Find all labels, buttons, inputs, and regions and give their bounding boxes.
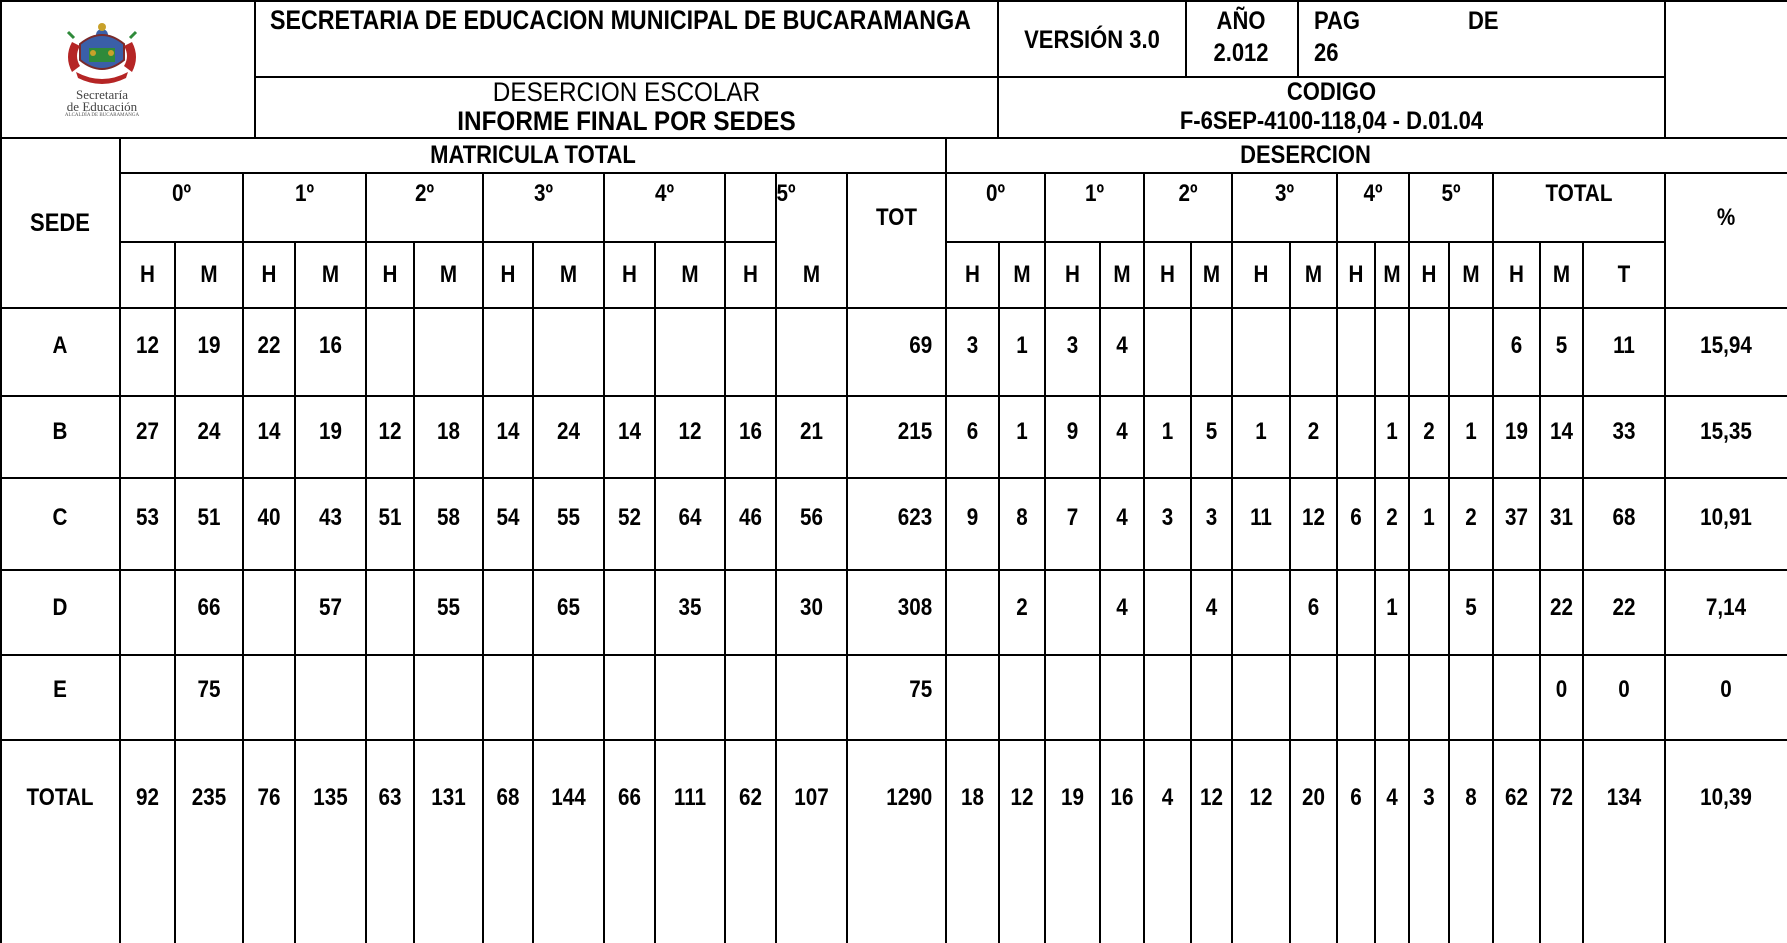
data-cell [1236,672,1286,708]
data-cell [660,328,720,364]
data-cell: 135 [313,784,348,812]
data-cell [729,590,773,626]
data-cell: 56 [800,504,823,532]
matricula-grade-4: 4º [654,179,675,207]
pct-header: % [1716,203,1736,231]
data-cell: 8 [1465,784,1477,812]
data-cell: 43 [319,504,342,532]
data-cell: 107 [794,784,829,812]
data-cell [781,672,842,708]
data-cell [1452,672,1490,708]
data-cell: 14 [257,418,281,446]
data-cell [1377,328,1406,364]
sub-header-h: H [622,261,637,289]
data-cell [1147,672,1187,708]
data-cell [419,328,478,364]
sede-cell: A [52,332,68,360]
sub-header-m: M [200,261,218,289]
data-cell: 1 [1465,418,1477,446]
data-cell: 51 [378,504,402,532]
logo-text-3: ALCALDÍA DE BUCARAMANGA [64,113,140,119]
data-cell: 57 [319,594,342,622]
data-cell: 1 [1161,418,1174,446]
tot-header: TOT [876,203,917,231]
tot-cell: 623 [897,504,933,532]
data-cell [1340,590,1373,626]
data-cell: 8 [1016,504,1028,532]
data-cell: 235 [191,784,227,812]
data-cell: 35 [678,594,702,622]
sub-header-h: H [1509,261,1524,289]
data-cell: 40 [257,504,281,532]
data-cell: 2 [1307,418,1320,446]
sub-header-h: H [743,261,758,289]
desercion-grade-0: 0º [985,179,1006,207]
data-cell: 27 [136,418,159,446]
data-cell [1496,672,1536,708]
data-cell: 19 [319,418,342,446]
data-cell: 2 [1423,418,1435,446]
data-cell: 134 [1606,784,1642,812]
sub-header-h: H [382,261,398,289]
data-cell: 75 [197,676,221,704]
data-cell: 5 [1205,418,1218,446]
data-cell: 1 [1016,332,1028,360]
data-cell: 9 [1066,418,1079,446]
data-cell: 20 [1302,784,1325,812]
sub-header-t: T [1617,261,1631,289]
data-cell: 6 [1350,504,1362,532]
sub-header-h: H [1348,261,1364,289]
pct-cell: 15,35 [1700,418,1752,446]
data-cell [1412,672,1446,708]
desercion-header: DESERCION [1240,140,1371,169]
logo-text-2: de Educación [66,98,138,114]
data-cell [1293,328,1333,364]
data-cell: 131 [431,784,466,812]
data-cell: 7 [1066,504,1079,532]
data-cell: 66 [197,594,221,622]
data-cell: 68 [1612,504,1636,532]
data-cell: 11 [1613,332,1635,360]
sub-header-h: H [965,261,980,289]
data-cell [1147,328,1187,364]
sub-header-m: M [321,261,340,289]
data-cell: 12 [136,332,159,360]
data-cell [608,590,652,626]
data-cell [1452,328,1490,364]
sub-header-h: H [1065,261,1080,289]
de-label: DE [1468,6,1499,35]
pct-cell: 15,94 [1700,332,1752,360]
logo [2,2,252,136]
desercion-grade-5: 5º [1441,179,1461,207]
tot-cell: 308 [897,594,933,622]
codigo-label: CODIGO [1286,77,1377,106]
ano-label: AÑO [1216,6,1266,35]
data-cell: 12 [378,418,402,446]
data-cell: 65 [557,594,580,622]
codigo-value: F-6SEP-4100-118,04 - D.01.04 [1179,106,1484,135]
data-cell: 6 [1307,594,1320,622]
data-cell: 16 [319,332,342,360]
data-cell: 144 [551,784,586,812]
data-cell: 55 [437,594,460,622]
data-cell [369,328,410,364]
data-cell [1496,590,1536,626]
data-cell [538,328,599,364]
desercion-grade-4: 4º [1363,179,1383,207]
data-cell: 62 [1505,784,1528,812]
data-cell [247,590,292,626]
data-cell [1049,590,1096,626]
sede-cell: D [52,594,68,622]
data-cell [1002,672,1042,708]
data-cell: 3 [1205,504,1218,532]
sub-header-h: H [500,261,516,289]
sede-cell: E [53,676,67,704]
data-cell [1236,328,1286,364]
data-cell: 4 [1161,784,1174,812]
data-cell [1147,590,1187,626]
sub-header-h: H [1421,261,1437,289]
desercion-grade-1: 1º [1084,179,1105,207]
report-subtitle-2: INFORME FINAL POR SEDES [457,105,796,136]
ano-value: 2.012 [1213,38,1269,67]
version-label: VERSIÓN 3.0 [1024,25,1160,54]
data-cell: 46 [739,504,762,532]
data-cell: 22 [257,332,281,360]
data-cell [608,328,652,364]
data-cell: 3 [966,332,979,360]
matricula-grade-3: 3º [533,179,554,207]
data-cell [124,590,171,626]
data-cell: 2 [1386,504,1398,532]
sub-header-m: M [1113,261,1131,289]
data-cell: 3 [1066,332,1079,360]
tot-cell: 1290 [886,784,933,812]
tot-cell: 215 [897,418,933,446]
report-title: SECRETARIA DE EDUCACION MUNICIPAL DE BUCARAMANGA [270,5,971,35]
data-cell: 1 [1423,504,1435,532]
pct-cell: 10,91 [1700,504,1752,532]
data-cell: 4 [1116,332,1128,360]
data-cell: 14 [1550,418,1573,446]
matricula-grade-1: 1º [294,179,315,207]
pag-value: 26 [1314,38,1339,67]
data-cell [950,590,996,626]
data-cell [1236,590,1286,626]
data-cell: 14 [496,418,520,446]
data-cell: 6 [1350,784,1362,812]
data-cell [487,328,530,364]
data-cell: 19 [197,332,221,360]
data-cell: 18 [437,418,460,446]
data-cell [1049,672,1096,708]
data-cell: 1 [1386,418,1398,446]
data-cell: 16 [1110,784,1134,812]
report-subtitle-1: DESERCION ESCOLAR [492,76,761,107]
data-cell: 76 [257,784,281,812]
data-cell [1194,672,1229,708]
sub-header-h: H [1253,261,1269,289]
data-cell: 12 [678,418,702,446]
sub-header-h: H [140,261,155,289]
data-cell [1377,672,1406,708]
data-cell: 11 [1250,504,1272,532]
data-cell: 16 [739,418,762,446]
data-cell: 5 [1555,332,1568,360]
data-cell [538,672,599,708]
data-cell: 55 [557,504,580,532]
data-cell: 22 [1550,594,1573,622]
sub-header-m: M [1202,261,1221,289]
data-cell [487,672,530,708]
matricula-grade-5: 5º [776,179,796,207]
data-cell: 72 [1550,784,1573,812]
data-cell: 1 [1016,418,1028,446]
data-cell: 12 [1010,784,1034,812]
data-cell: 63 [378,784,402,812]
data-cell: 2 [1465,504,1477,532]
data-cell: 52 [618,504,641,532]
sub-header-m: M [1462,261,1480,289]
sede-header: SEDE [30,208,90,237]
data-cell [300,672,361,708]
data-cell: 24 [197,418,221,446]
data-cell: 62 [739,784,762,812]
data-cell: 68 [496,784,520,812]
desercion-grade-3: 3º [1274,179,1295,207]
data-cell: 1 [1386,594,1398,622]
sub-header-m: M [681,261,699,289]
data-cell: 4 [1386,784,1398,812]
pag-label: PAG [1314,6,1361,35]
data-cell [1412,590,1446,626]
pct-cell: 7,14 [1705,594,1747,622]
data-cell: 37 [1505,504,1528,532]
data-cell: 14 [618,418,641,446]
data-cell: 9 [966,504,979,532]
sub-header-m: M [1552,261,1571,289]
data-cell [1340,414,1373,450]
sub-header-h: H [261,261,277,289]
data-cell: 12 [1249,784,1273,812]
data-cell [419,672,478,708]
sub-header-m: M [439,261,458,289]
data-cell: 0 [1618,676,1630,704]
data-cell: 51 [197,504,221,532]
sub-header-m: M [1304,261,1323,289]
data-cell: 66 [618,784,641,812]
data-cell [950,672,996,708]
matricula-grade-0: 0º [171,179,192,207]
tot-cell: 75 [909,676,933,704]
sede-cell: C [52,504,68,532]
sub-header-m: M [559,261,578,289]
data-cell: 53 [136,504,159,532]
sede-cell: B [52,418,68,446]
data-cell: 1 [1255,418,1267,446]
data-cell: 6 [1510,332,1523,360]
data-cell [369,672,410,708]
data-cell [369,590,410,626]
data-cell: 12 [1200,784,1223,812]
data-cell: 19 [1061,784,1084,812]
data-cell: 64 [678,504,702,532]
data-cell: 18 [961,784,984,812]
data-cell [1412,328,1446,364]
sub-header-m: M [802,261,821,289]
data-cell [1194,328,1229,364]
data-cell: 19 [1505,418,1528,446]
data-cell [1293,672,1333,708]
data-cell: 4 [1116,418,1128,446]
data-cell [487,590,530,626]
data-cell [1340,672,1373,708]
data-cell: 24 [557,418,580,446]
logo-text-1: Secretaría [76,86,128,102]
data-cell: 31 [1550,504,1573,532]
desercion-grade-2: 2º [1178,179,1198,207]
sede-cell: TOTAL [26,784,94,812]
data-cell: 4 [1116,594,1128,622]
data-cell [124,672,171,708]
data-cell: 3 [1161,504,1174,532]
desercion-total-header: TOTAL [1545,179,1613,207]
data-cell [608,672,652,708]
data-cell: 92 [136,784,159,812]
matricula-header: MATRICULA TOTAL [430,140,636,169]
data-cell: 33 [1612,418,1636,446]
data-cell: 4 [1116,504,1128,532]
data-cell: 2 [1016,594,1028,622]
coat-of-arms-icon [2,2,252,94]
sub-header-m: M [1013,261,1031,289]
data-cell: 30 [800,594,823,622]
data-cell: 5 [1465,594,1477,622]
data-cell: 58 [437,504,460,532]
data-cell [781,328,842,364]
data-cell: 12 [1302,504,1325,532]
data-cell: 21 [800,418,823,446]
data-cell: 111 [673,784,707,812]
data-cell: 0 [1555,676,1568,704]
matricula-grade-2: 2º [414,179,435,207]
data-cell: 54 [496,504,520,532]
data-cell [729,328,773,364]
data-cell [660,672,720,708]
tot-cell: 69 [909,332,933,360]
data-cell: 6 [966,418,979,446]
data-cell [1103,672,1141,708]
data-cell: 4 [1205,594,1218,622]
data-cell [247,672,292,708]
data-cell [1340,328,1373,364]
pct-cell: 0 [1720,676,1732,704]
pct-cell: 10,39 [1700,784,1752,812]
data-cell: 22 [1612,594,1636,622]
data-cell [729,672,773,708]
sub-header-h: H [1160,261,1175,289]
sub-header-m: M [1383,261,1401,289]
data-cell: 3 [1423,784,1435,812]
